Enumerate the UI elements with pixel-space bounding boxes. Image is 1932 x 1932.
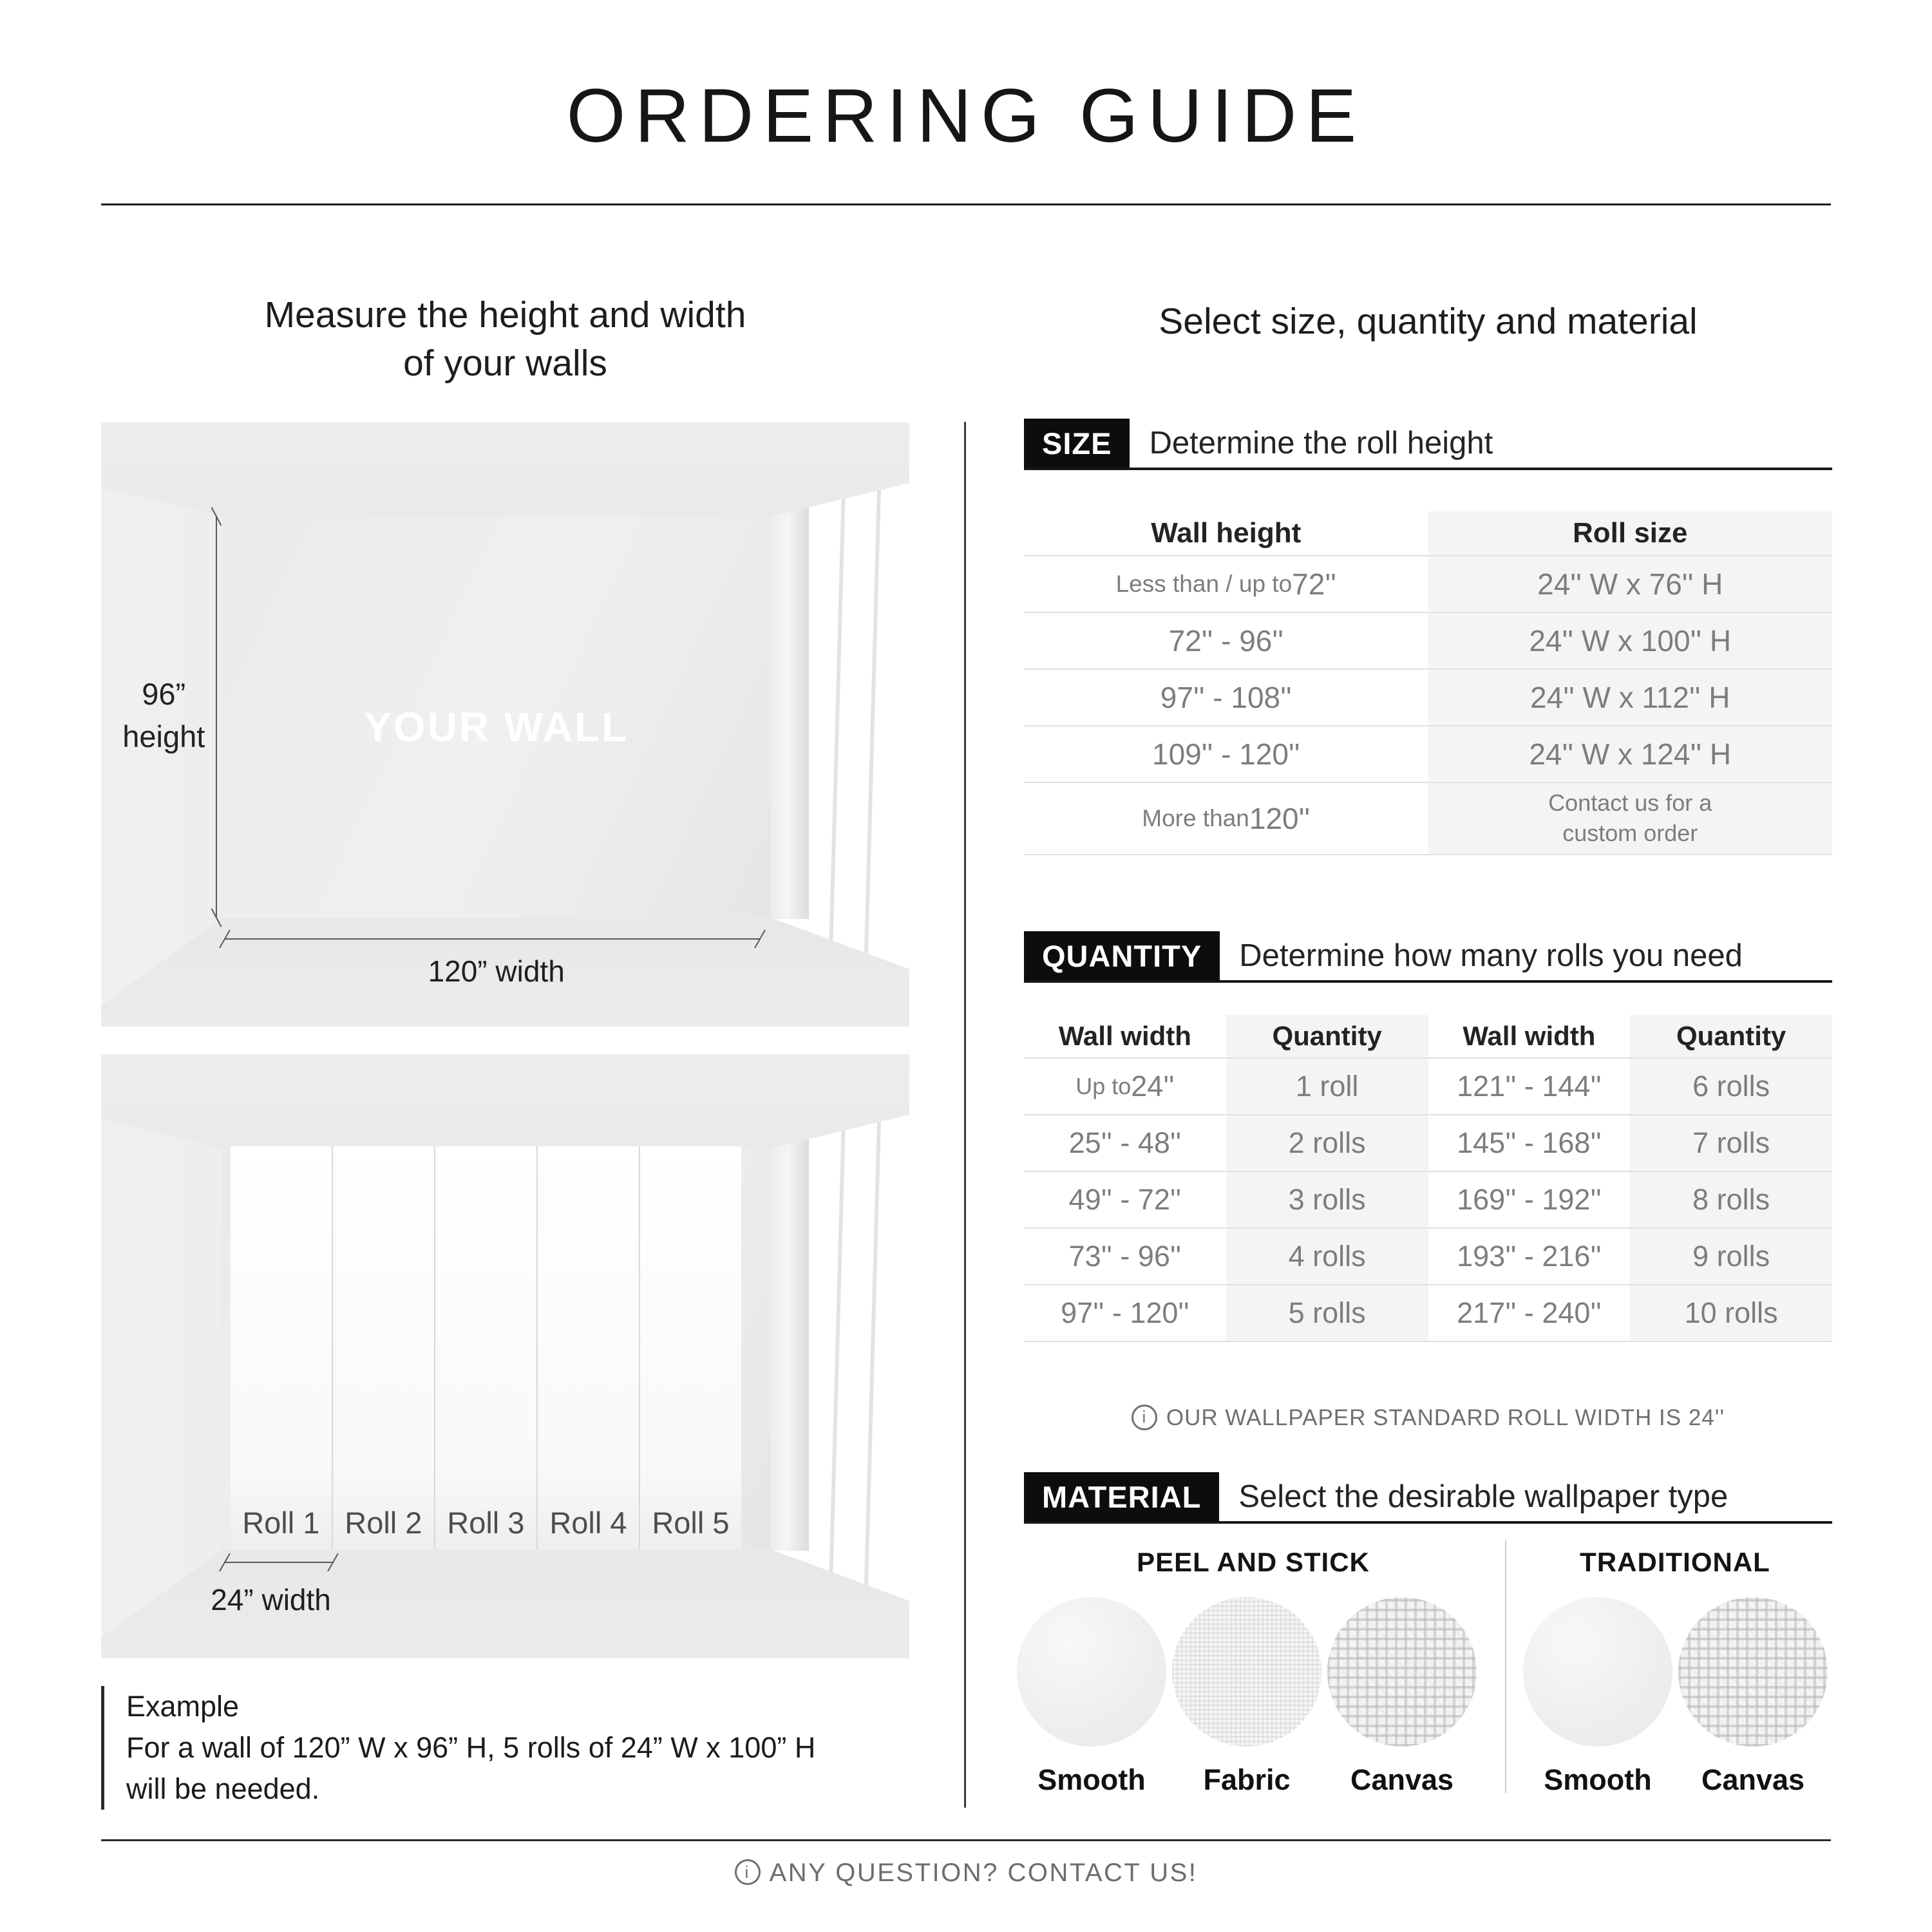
roll-label: Roll 3 (447, 1506, 525, 1540)
swatch-traditional-smooth (1523, 1597, 1672, 1797)
wall-width-cell: 25'' - 48'' (1068, 1126, 1182, 1159)
quantity-row (1024, 1284, 1832, 1341)
qty-col-wall-width: Wall width (1463, 1021, 1596, 1051)
height-label (113, 673, 214, 758)
quantity-cell: 7 rolls (1630, 1115, 1832, 1171)
roll-width-dimension-line (224, 1562, 334, 1563)
column-divider (964, 422, 966, 1808)
quantity-cell: 10 rolls (1630, 1285, 1832, 1341)
measure-heading-line2: of your walls (403, 343, 607, 384)
measure-heading (101, 291, 909, 388)
example-title: Example (126, 1690, 240, 1723)
header-divider (101, 204, 1831, 205)
example-line2: will be needed. (126, 1772, 320, 1805)
wall-width-cell: 217'' - 240'' (1457, 1296, 1602, 1329)
size-row (1024, 668, 1832, 725)
example-block (101, 1686, 815, 1810)
quantity-cell: 4 rolls (1226, 1229, 1428, 1284)
roll-size-cell: 24'' W x 124'' H (1428, 726, 1833, 782)
width-dimension-line (224, 938, 761, 940)
size-row (1024, 555, 1832, 612)
swatch-label: Smooth (1544, 1763, 1652, 1796)
width-label: 120” width (428, 954, 565, 989)
quantity-cell: 9 rolls (1630, 1229, 1832, 1284)
quantity-cell: 6 rolls (1630, 1059, 1832, 1114)
swatch-peel-fabric (1172, 1597, 1321, 1797)
qty-col-quantity: Quantity (1630, 1015, 1832, 1057)
swatch-peel-smooth (1017, 1597, 1166, 1797)
quantity-tag: QUANTITY (1024, 931, 1220, 980)
swatch-label: Canvas (1701, 1763, 1805, 1796)
measure-heading-line1: Measure the height and width (264, 294, 746, 336)
room-illustration-rolls (101, 1054, 909, 1658)
wall-width-cell: 49'' - 72'' (1068, 1183, 1182, 1216)
size-table-header (1024, 511, 1832, 555)
footer-contact-note: i ANY QUESTION? CONTACT US! (0, 1859, 1932, 1888)
footer-divider (101, 1839, 1831, 1841)
wall-width-cell: 145'' - 168'' (1457, 1126, 1602, 1159)
quantity-row (1024, 1114, 1832, 1171)
roll-panels (231, 1146, 741, 1550)
roll-size-cell: Contact us for a custom order (1428, 783, 1833, 854)
quantity-row (1024, 1227, 1832, 1284)
size-subtitle: Determine the roll height (1149, 426, 1493, 460)
window-mullion (864, 431, 883, 963)
traditional-label: TRADITIONAL (1580, 1547, 1770, 1577)
swatch-traditional-canvas (1678, 1597, 1828, 1797)
swatch-label: Smooth (1037, 1763, 1146, 1796)
size-section-rule (1024, 468, 1832, 470)
swatch-peel-canvas (1327, 1597, 1477, 1797)
example-line1: For a wall of 120” W x 96” H, 5 rolls of 24” W x 100” H (126, 1730, 816, 1764)
your-wall-label: YOUR WALL (364, 704, 629, 751)
smooth-texture-swatch (1017, 1597, 1166, 1747)
roll-label: Roll 4 (549, 1506, 627, 1540)
quantity-cell: 3 rolls (1226, 1172, 1428, 1227)
quantity-subtitle: Determine how many rolls you need (1239, 938, 1743, 973)
roll-panel-4 (538, 1146, 640, 1550)
window-frame (770, 1116, 809, 1551)
size-row (1024, 612, 1832, 668)
roll-panel-1 (231, 1146, 333, 1550)
size-row (1024, 782, 1832, 854)
wall-height-cell: 109'' - 120'' (1151, 737, 1300, 771)
material-section-header (1024, 1472, 1832, 1521)
wall-width-cell: 121'' - 144'' (1457, 1070, 1602, 1103)
material-tag: MATERIAL (1024, 1472, 1219, 1521)
swatch-label: Fabric (1203, 1763, 1291, 1796)
roll-panel-3 (435, 1146, 538, 1550)
window-frame (770, 484, 809, 919)
select-heading: Select size, quantity and material (1159, 301, 1698, 342)
roll-size-cell: 24'' W x 100'' H (1428, 613, 1833, 668)
roll-size-cell: 24'' W x 112'' H (1428, 670, 1833, 725)
quantity-cell: 5 rolls (1226, 1285, 1428, 1341)
wall-width-cell: 73'' - 96'' (1068, 1240, 1182, 1273)
material-subtitle: Select the desirable wallpaper type (1238, 1479, 1728, 1514)
size-col-wall-height: Wall height (1151, 517, 1302, 549)
material-section-rule (1024, 1521, 1832, 1524)
roll-label: Roll 5 (652, 1506, 730, 1540)
room-illustration-your-wall (101, 422, 909, 1027)
quantity-row (1024, 1171, 1832, 1227)
wall-height-cell: 97'' - 108'' (1160, 681, 1292, 714)
roll-width-note: i OUR WALLPAPER STANDARD ROLL WIDTH IS 24'' (1024, 1405, 1832, 1432)
quantity-cell: 1 roll (1226, 1059, 1428, 1114)
page-title: ORDERING GUIDE (566, 73, 1366, 158)
quantity-section-rule (1024, 980, 1832, 983)
size-tag: SIZE (1024, 419, 1130, 468)
qty-col-quantity: Quantity (1226, 1015, 1428, 1057)
roll-panel-2 (333, 1146, 435, 1550)
size-col-roll-size: Roll size (1428, 511, 1833, 555)
wall-width-cell: Up to 24'' (1075, 1070, 1175, 1103)
window-panes (804, 431, 909, 963)
swatch-label: Canvas (1350, 1763, 1454, 1796)
quantity-section-header (1024, 931, 1832, 980)
roll-width-label: 24” width (211, 1582, 331, 1616)
material-group-divider (1505, 1540, 1506, 1793)
size-row (1024, 725, 1832, 782)
canvas-texture-swatch (1678, 1597, 1828, 1747)
height-value: 96” (142, 677, 186, 712)
height-dimension-line (216, 516, 217, 918)
fabric-texture-swatch (1172, 1597, 1321, 1747)
height-word: height (122, 719, 205, 754)
quantity-table (1024, 1015, 1832, 1342)
window-mullion (864, 1063, 883, 1595)
roll-label: Roll 2 (345, 1506, 422, 1540)
window-mullion (828, 431, 847, 963)
roll-label: Roll 1 (242, 1506, 320, 1540)
roll-panel-5 (640, 1146, 741, 1550)
quantity-row (1024, 1057, 1832, 1114)
canvas-texture-swatch (1327, 1597, 1477, 1747)
wall-height-cell: 72'' - 96'' (1168, 624, 1283, 658)
size-section-header (1024, 419, 1832, 468)
wall-height-cell: Less than / up to 72'' (1115, 567, 1336, 601)
info-icon: i (1132, 1405, 1157, 1430)
quantity-cell: 2 rolls (1226, 1115, 1428, 1171)
wall-width-cell: 193'' - 216'' (1457, 1240, 1602, 1273)
quantity-cell: 8 rolls (1630, 1172, 1832, 1227)
size-table (1024, 511, 1832, 855)
info-icon: i (735, 1859, 761, 1885)
quantity-table-header (1024, 1015, 1832, 1057)
roll-size-cell: 24'' W x 76'' H (1428, 556, 1833, 612)
peel-and-stick-label: PEEL AND STICK (1137, 1547, 1370, 1577)
window-mullion (828, 1063, 847, 1595)
wall-height-cell: More than 120'' (1142, 802, 1311, 835)
qty-col-wall-width: Wall width (1058, 1021, 1191, 1051)
wall-width-cell: 97'' - 120'' (1061, 1296, 1189, 1329)
smooth-texture-swatch (1523, 1597, 1672, 1747)
window-panes (804, 1063, 909, 1595)
wall-width-cell: 169'' - 192'' (1457, 1183, 1602, 1216)
